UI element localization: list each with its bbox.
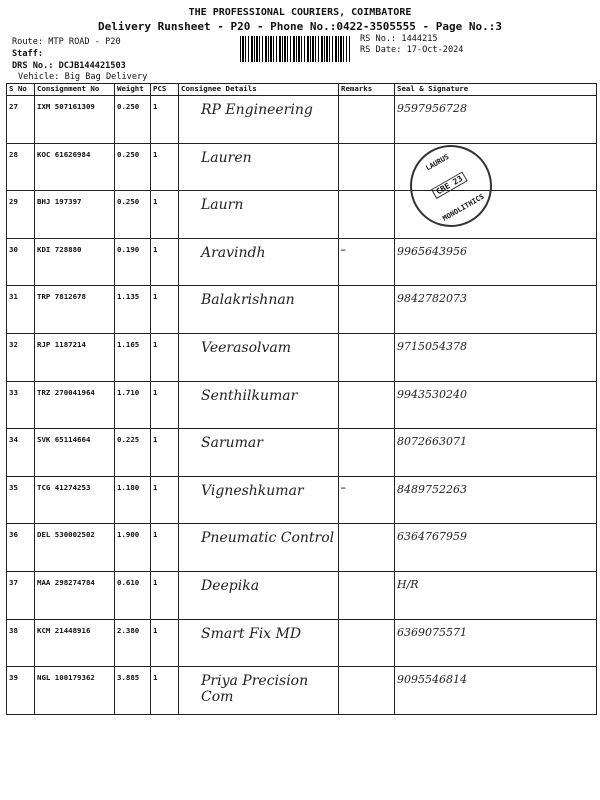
cell-signature-text: 8072663071 xyxy=(397,435,467,449)
cell-consignment-no: IXM 507161309 xyxy=(35,96,115,144)
cell-consignee-text: Sarumar xyxy=(201,435,263,452)
cell-pcs: 1 xyxy=(151,96,179,144)
cell-signature-text: 9095546814 xyxy=(397,673,467,687)
drs-number: DRS No.: DCJB144421503 xyxy=(12,61,126,71)
cell-weight: 1.710 xyxy=(115,381,151,429)
table-row xyxy=(7,476,597,524)
table-row xyxy=(7,667,597,715)
cell-consignee-text: Aravindh xyxy=(201,244,266,261)
cell-pcs: 1 xyxy=(151,429,179,477)
cell-consignee-text: Veerasolvam xyxy=(201,339,292,356)
cell-consignee xyxy=(179,143,339,191)
runsheet-title: Delivery Runsheet - P20 - Phone No.:0422-3505555 - Page No.:3 xyxy=(98,20,502,33)
cell-consignee xyxy=(179,286,339,334)
cell-consignee xyxy=(179,571,339,619)
cell-pcs: 1 xyxy=(151,238,179,286)
runsheet-table xyxy=(6,83,597,715)
cell-remarks xyxy=(339,667,395,715)
cell-consignee xyxy=(179,333,339,381)
cell-consignment-no: TRP 7812678 xyxy=(35,286,115,334)
cell-remarks xyxy=(339,571,395,619)
table-row xyxy=(7,238,597,286)
cell-remarks xyxy=(339,381,395,429)
cell-consignment-no: KOC 61626984 xyxy=(35,143,115,191)
cell-remarks xyxy=(339,333,395,381)
table-row xyxy=(7,286,597,334)
cell-signature-text: 9597956728 xyxy=(397,102,467,115)
cell-sno: 28 xyxy=(7,143,35,191)
stamp-top-text: LAURUS xyxy=(424,152,451,173)
cell-sno: 36 xyxy=(7,524,35,572)
cell-consignee xyxy=(179,191,339,239)
cell-weight: 2.380 xyxy=(115,619,151,667)
cell-remarks xyxy=(339,96,395,144)
cell-consignment-no: KCM 21448916 xyxy=(35,619,115,667)
cell-signature-text: 9943530240 xyxy=(397,387,467,401)
cell-remarks xyxy=(339,191,395,239)
cell-consignment-no: BHJ 197397 xyxy=(35,191,115,239)
company-title: THE PROFESSIONAL COURIERS, COIMBATORE xyxy=(188,7,412,18)
cell-signature xyxy=(395,96,597,144)
route-text: Route: MTP ROAD - P20 xyxy=(12,37,121,47)
cell-signature xyxy=(395,286,597,334)
table-row xyxy=(7,143,597,191)
cell-consignee-text: Smart Fix MD xyxy=(201,625,302,642)
cell-signature xyxy=(395,333,597,381)
cell-pcs: 1 xyxy=(151,333,179,381)
cell-pcs: 1 xyxy=(151,476,179,524)
cell-consignee xyxy=(179,238,339,286)
cell-consignment-no: TRZ 270041964 xyxy=(35,381,115,429)
cell-pcs: 1 xyxy=(151,667,179,715)
cell-sno: 37 xyxy=(7,571,35,619)
cell-sno: 33 xyxy=(7,381,35,429)
cell-sno: 35 xyxy=(7,476,35,524)
cell-signature xyxy=(395,476,597,524)
cell-sno: 30 xyxy=(7,238,35,286)
cell-pcs: 1 xyxy=(151,286,179,334)
rs-date: RS Date: 17-Oct-2024 xyxy=(360,45,464,55)
stamp-middle-text: CBE 23 xyxy=(431,171,468,199)
cell-signature xyxy=(395,381,597,429)
cell-consignee xyxy=(179,476,339,524)
cell-weight: 0.610 xyxy=(115,571,151,619)
stamp-bottom-text: MONOLITHICS xyxy=(441,192,486,223)
cell-signature xyxy=(395,571,597,619)
cell-consignee xyxy=(179,429,339,477)
cell-consignee-text: Lauren xyxy=(201,149,252,166)
cell-weight: 1.135 xyxy=(115,286,151,334)
cell-pcs: 1 xyxy=(151,571,179,619)
barcode xyxy=(240,36,350,62)
cell-signature-text: 8489752263 xyxy=(397,482,467,496)
cell-consignee-text: Deepika xyxy=(201,577,260,594)
cell-pcs: 1 xyxy=(151,191,179,239)
cell-sno: 27 xyxy=(7,96,35,144)
cell-remarks: – xyxy=(339,238,395,286)
cell-signature xyxy=(395,524,597,572)
cell-consignment-no: SVK 65114664 xyxy=(35,429,115,477)
cell-consignment-no: NGL 100179362 xyxy=(35,667,115,715)
cell-signature-text: 9842782073 xyxy=(397,292,467,306)
cell-consignee xyxy=(179,381,339,429)
cell-remarks xyxy=(339,143,395,191)
col-header-consignment: Consignment No xyxy=(35,84,115,96)
cell-signature xyxy=(395,238,597,286)
col-header-remarks: Remarks xyxy=(339,84,395,96)
cell-consignee xyxy=(179,667,339,715)
cell-pcs: 1 xyxy=(151,524,179,572)
cell-consignee xyxy=(179,524,339,572)
cell-weight: 1.180 xyxy=(115,476,151,524)
cell-remarks xyxy=(339,429,395,477)
cell-weight: 0.190 xyxy=(115,238,151,286)
cell-consignee xyxy=(179,96,339,144)
cell-remarks xyxy=(339,286,395,334)
table-row xyxy=(7,571,597,619)
cell-signature-text: 9715054378 xyxy=(397,339,467,353)
table-row xyxy=(7,333,597,381)
cell-consignee-text: RP Engineering xyxy=(201,102,313,118)
col-header-weight: Weight xyxy=(115,84,151,96)
cell-pcs: 1 xyxy=(151,381,179,429)
table-row xyxy=(7,524,597,572)
cell-sno: 29 xyxy=(7,191,35,239)
cell-signature xyxy=(395,667,597,715)
cell-weight: 0.225 xyxy=(115,429,151,477)
cell-sno: 39 xyxy=(7,667,35,715)
cell-weight: 1.165 xyxy=(115,333,151,381)
cell-consignee xyxy=(179,619,339,667)
cell-consignee-text: Laurn xyxy=(201,197,244,214)
cell-weight: 1.900 xyxy=(115,524,151,572)
col-header-sno: S No xyxy=(7,84,35,96)
cell-consignment-no: TCG 41274253 xyxy=(35,476,115,524)
col-header-consignee: Consignee Details xyxy=(179,84,339,96)
table-header-row xyxy=(7,84,597,96)
cell-signature-text: 6369075571 xyxy=(397,625,467,639)
cell-consignee-text: Vigneshkumar xyxy=(201,482,304,499)
cell-consignee-text: Pneumatic Control xyxy=(201,530,335,547)
cell-pcs: 1 xyxy=(151,619,179,667)
col-header-signature: Seal & Signature xyxy=(395,84,597,96)
cell-consignee-text: Senthilkumar xyxy=(201,387,298,404)
cell-signature-text: 9965643956 xyxy=(397,244,467,258)
table-row xyxy=(7,96,597,144)
cell-signature xyxy=(395,429,597,477)
cell-sno: 38 xyxy=(7,619,35,667)
cell-remarks xyxy=(339,524,395,572)
cell-consignment-no: MAA 298274784 xyxy=(35,571,115,619)
cell-consignment-no: RJP 1187214 xyxy=(35,333,115,381)
cell-signature xyxy=(395,619,597,667)
col-header-pcs: PCS xyxy=(151,84,179,96)
cell-weight: 3.885 xyxy=(115,667,151,715)
cell-signature-text: 6364767959 xyxy=(397,530,467,544)
cell-signature-text: H/R xyxy=(397,577,419,591)
table-row xyxy=(7,429,597,477)
cell-sno: 32 xyxy=(7,333,35,381)
table-row xyxy=(7,619,597,667)
table-row xyxy=(7,381,597,429)
staff-label: Staff: xyxy=(12,49,44,59)
cell-consignment-no: KDI 728880 xyxy=(35,238,115,286)
cell-remarks: – xyxy=(339,476,395,524)
vehicle-text: Vehicle: Big Bag Delivery xyxy=(18,72,148,82)
cell-consignment-no: DEL 530002502 xyxy=(35,524,115,572)
cell-weight: 0.250 xyxy=(115,143,151,191)
cell-pcs: 1 xyxy=(151,143,179,191)
cell-consignee-text: Balakrishnan xyxy=(201,292,295,309)
rs-number: RS No.: 1444215 xyxy=(360,34,438,44)
cell-remarks xyxy=(339,619,395,667)
cell-sno: 31 xyxy=(7,286,35,334)
cell-weight: 0.250 xyxy=(115,191,151,239)
table-row xyxy=(7,191,597,239)
cell-consignee-text: Priya Precision Com xyxy=(201,673,309,706)
cell-weight: 0.250 xyxy=(115,96,151,144)
cell-sno: 34 xyxy=(7,429,35,477)
